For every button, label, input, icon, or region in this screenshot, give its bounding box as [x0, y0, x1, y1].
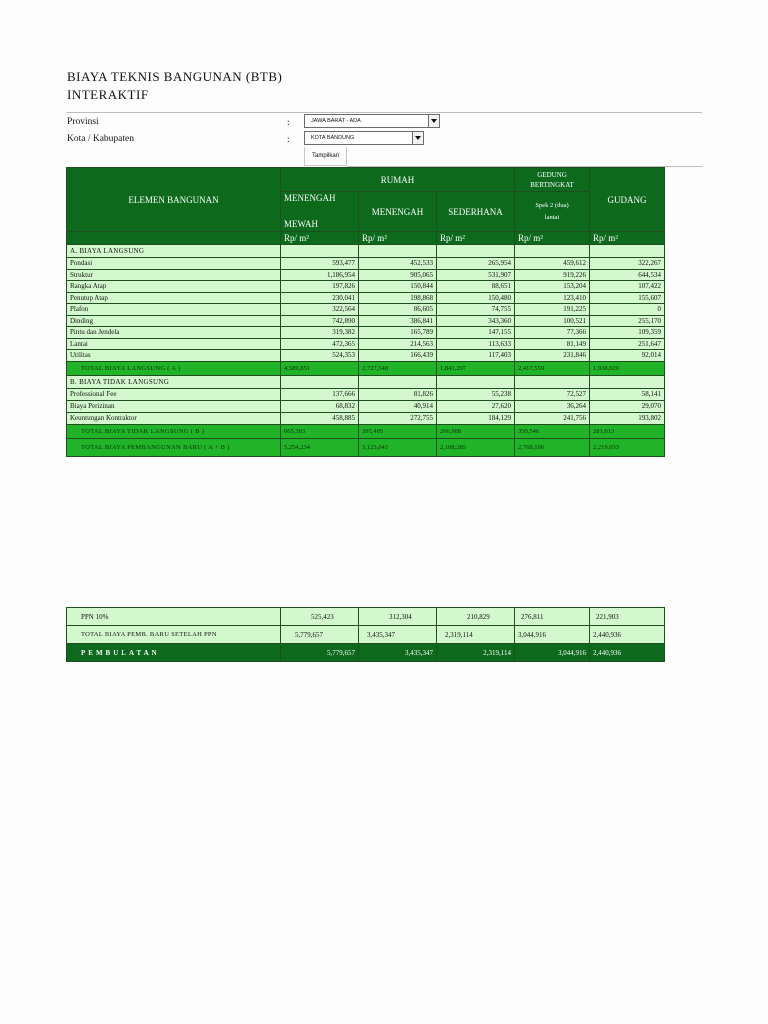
header-currency: Rp/ m² [359, 232, 437, 245]
cell-value: 742,890 [281, 315, 359, 327]
total-b-value: 395,495 [359, 424, 437, 438]
cell-value: 191,225 [515, 304, 590, 316]
total-row-b [67, 424, 665, 438]
row-label: Plafon [67, 304, 281, 316]
table-row [67, 412, 665, 424]
grand-total-value: 3,123,043 [359, 438, 437, 456]
title-line-2: INTERAKTIF [67, 87, 149, 102]
row-label: Rangka Atap [67, 281, 281, 293]
cell-value: 147,155 [437, 327, 515, 339]
cell-value: 117,403 [437, 350, 515, 362]
ppn-value: 221,903 [590, 608, 665, 626]
table-row [67, 269, 665, 281]
header-spek-line-2: lantai [544, 213, 560, 221]
row-label: Pondasi [67, 258, 281, 270]
header-menengah-mewah [281, 192, 359, 232]
divider-top [67, 112, 702, 113]
after-ppn-value: 2,319,114 [437, 626, 515, 644]
btb-summary-table [66, 607, 665, 662]
cell-value: 265,954 [437, 258, 515, 270]
cell-value: 322,564 [281, 304, 359, 316]
header-menengah-mewah-line-2: MEWAH [284, 219, 318, 229]
grand-total-value: 5,254,234 [281, 438, 359, 456]
pembulatan-label: PEMBULATAN [67, 644, 281, 662]
cell-value: 644,534 [590, 269, 665, 281]
cell-value: 150,844 [359, 281, 437, 293]
cell-value: 100,521 [515, 315, 590, 327]
header-currency: Rp/ m² [590, 232, 665, 245]
total-a-label: TOTAL BIAYA LANGSUNG ( A ) [67, 361, 281, 375]
header-currency: Rp/ m² [515, 232, 590, 245]
pembulatan-value: 5,779,657 [281, 644, 359, 662]
table-row [67, 315, 665, 327]
ppn-value: 210,829 [437, 608, 515, 626]
section-a-label: A. BIAYA LANGSUNG [67, 245, 281, 258]
ppn-value: 276,811 [515, 608, 590, 626]
grand-total-row [67, 438, 665, 456]
total-b-value: 350,546 [515, 424, 590, 438]
ppn-value: 312,304 [359, 608, 437, 626]
pembulatan-row [67, 644, 665, 662]
cell-value: 905,065 [359, 269, 437, 281]
chevron-down-icon[interactable] [428, 115, 439, 127]
provinsi-label: Provinsi [67, 117, 99, 127]
total-a-value: 2,417,559 [515, 361, 590, 375]
kota-label: Kota / Kabupaten [67, 134, 135, 144]
table-row [67, 281, 665, 293]
header-menengah-mewah-line-1: MENENGAH [284, 193, 336, 203]
cell-value: 72,527 [515, 388, 590, 400]
cell-value: 230,041 [281, 292, 359, 304]
after-ppn-label: TOTAL BIAYA PEMB. BARU SETELAH PPN [67, 626, 281, 644]
btb-main-table [66, 167, 665, 457]
row-label: Penutup Atap [67, 292, 281, 304]
table-row [67, 258, 665, 270]
kota-colon: : [287, 135, 290, 145]
pembulatan-value: 2,440,936 [590, 644, 665, 662]
table-row [67, 304, 665, 316]
ppn-row [67, 608, 665, 626]
total-a-value: 1,938,020 [590, 361, 665, 375]
row-label: Lantai [67, 338, 281, 350]
table-row [67, 388, 665, 400]
table-row [67, 292, 665, 304]
after-ppn-value: 5,779,657 [281, 626, 359, 644]
cell-value: 241,756 [515, 412, 590, 424]
after-ppn-row [67, 626, 665, 644]
tampilkan-button[interactable]: Tampilkan [304, 147, 347, 166]
pembulatan-value: 2,319,114 [437, 644, 515, 662]
cell-value: 74,755 [437, 304, 515, 316]
row-label: Dinding [67, 315, 281, 327]
cell-value: 109,359 [590, 327, 665, 339]
section-b-label: B. BIAYA TIDAK LANGSUNG [67, 375, 281, 388]
total-row-a [67, 361, 665, 375]
row-label: Professional Fee [67, 388, 281, 400]
after-ppn-value: 2,440,936 [590, 626, 665, 644]
row-label: Keuntungan Kontraktor [67, 412, 281, 424]
cell-value: 81,149 [515, 338, 590, 350]
cell-value: 155,607 [590, 292, 665, 304]
cell-value: 184,129 [437, 412, 515, 424]
cell-value: 197,826 [281, 281, 359, 293]
row-label: Pintu dan Jendela [67, 327, 281, 339]
header-sederhana: SEDERHANA [437, 192, 515, 232]
cell-value: 86,605 [359, 304, 437, 316]
grand-total-label: TOTAL BIAYA PEMBANGUNAN BARU ( A + B ) [67, 438, 281, 456]
cell-value: 452,533 [359, 258, 437, 270]
cell-value: 343,360 [437, 315, 515, 327]
cell-value: 386,841 [359, 315, 437, 327]
cell-value: 113,633 [437, 338, 515, 350]
header-currency-blank [67, 232, 281, 245]
total-b-value: 281,013 [590, 424, 665, 438]
cell-value: 319,382 [281, 327, 359, 339]
cell-value: 92,014 [590, 350, 665, 362]
cell-value: 77,366 [515, 327, 590, 339]
total-a-value: 1,841,297 [437, 361, 515, 375]
cell-value: 40,914 [359, 400, 437, 412]
header-currency: Rp/ m² [281, 232, 359, 245]
cell-value: 150,480 [437, 292, 515, 304]
total-b-value: 665,383 [281, 424, 359, 438]
cell-value: 29,070 [590, 400, 665, 412]
provinsi-select-value: JAWA BARAT - ADA [311, 118, 361, 124]
header-spek [515, 192, 590, 232]
after-ppn-value: 3,044,916 [515, 626, 590, 644]
cell-value: 88,651 [437, 281, 515, 293]
row-label: Biaya Perizinan [67, 400, 281, 412]
page-title [67, 68, 282, 104]
total-b-value: 266,988 [437, 424, 515, 438]
total-b-label: TOTAL BIAYA TIDAK LANGSUNG ( B ) [67, 424, 281, 438]
provinsi-select[interactable] [304, 114, 440, 128]
cell-value: 255,170 [590, 315, 665, 327]
total-a-value: 2,727,548 [359, 361, 437, 375]
cell-value: 531,907 [437, 269, 515, 281]
ppn-label: PPN 10% [67, 608, 281, 626]
pembulatan-value: 3,435,347 [359, 644, 437, 662]
provinsi-colon: : [287, 118, 290, 128]
header-gedung-bertingkat [515, 168, 590, 192]
total-a-value: 4,589,851 [281, 361, 359, 375]
header-rumah: RUMAH [281, 168, 515, 192]
cell-value: 81,826 [359, 388, 437, 400]
cell-value: 1,186,954 [281, 269, 359, 281]
cell-value: 55,238 [437, 388, 515, 400]
cell-value: 214,563 [359, 338, 437, 350]
row-label: Struktur [67, 269, 281, 281]
grand-total-value: 2,219,033 [590, 438, 665, 456]
cell-value: 68,832 [281, 400, 359, 412]
kota-select-value: KOTA BANDUNG [311, 135, 355, 141]
header-elemen-bangunan: ELEMEN BANGUNAN [67, 168, 281, 232]
cell-value: 458,885 [281, 412, 359, 424]
cell-value: 58,141 [590, 388, 665, 400]
cell-value: 231,846 [515, 350, 590, 362]
cell-value: 27,620 [437, 400, 515, 412]
title-line-1: BIAYA TEKNIS BANGUNAN (BTB) [67, 69, 283, 84]
cell-value: 107,422 [590, 281, 665, 293]
header-gudang: GUDANG [590, 168, 665, 232]
after-ppn-value: 3,435,347 [359, 626, 437, 644]
table-row [67, 338, 665, 350]
cell-value: 524,353 [281, 350, 359, 362]
table-row [67, 400, 665, 412]
header-menengah: MENENGAH [359, 192, 437, 232]
cell-value: 123,410 [515, 292, 590, 304]
cell-value: 459,612 [515, 258, 590, 270]
cell-value: 36,264 [515, 400, 590, 412]
row-label: Utilitas [67, 350, 281, 362]
chevron-down-icon[interactable] [412, 132, 423, 144]
table-row [67, 327, 665, 339]
cell-value: 165,789 [359, 327, 437, 339]
header-spek-line-1: Spek 2 (dua) [535, 201, 569, 209]
cell-value: 193,802 [590, 412, 665, 424]
cell-value: 153,204 [515, 281, 590, 293]
cell-value: 272,755 [359, 412, 437, 424]
cell-value: 137,666 [281, 388, 359, 400]
header-gedung-line-2: BERTINGKAT [530, 180, 574, 189]
cell-value: 919,226 [515, 269, 590, 281]
cell-value: 198,868 [359, 292, 437, 304]
cell-value: 0 [590, 304, 665, 316]
cell-value: 322,267 [590, 258, 665, 270]
pembulatan-value: 3,044,916 [515, 644, 590, 662]
header-gedung-line-1: GEDUNG [537, 170, 567, 179]
ppn-value: 525,423 [281, 608, 359, 626]
grand-total-value: 2,108,285 [437, 438, 515, 456]
cell-value: 251,647 [590, 338, 665, 350]
header-currency: Rp/ m² [437, 232, 515, 245]
table-row [67, 350, 665, 362]
grand-total-value: 2,768,106 [515, 438, 590, 456]
cell-value: 166,439 [359, 350, 437, 362]
kota-select[interactable] [304, 131, 424, 145]
cell-value: 472,365 [281, 338, 359, 350]
cell-value: 593,477 [281, 258, 359, 270]
